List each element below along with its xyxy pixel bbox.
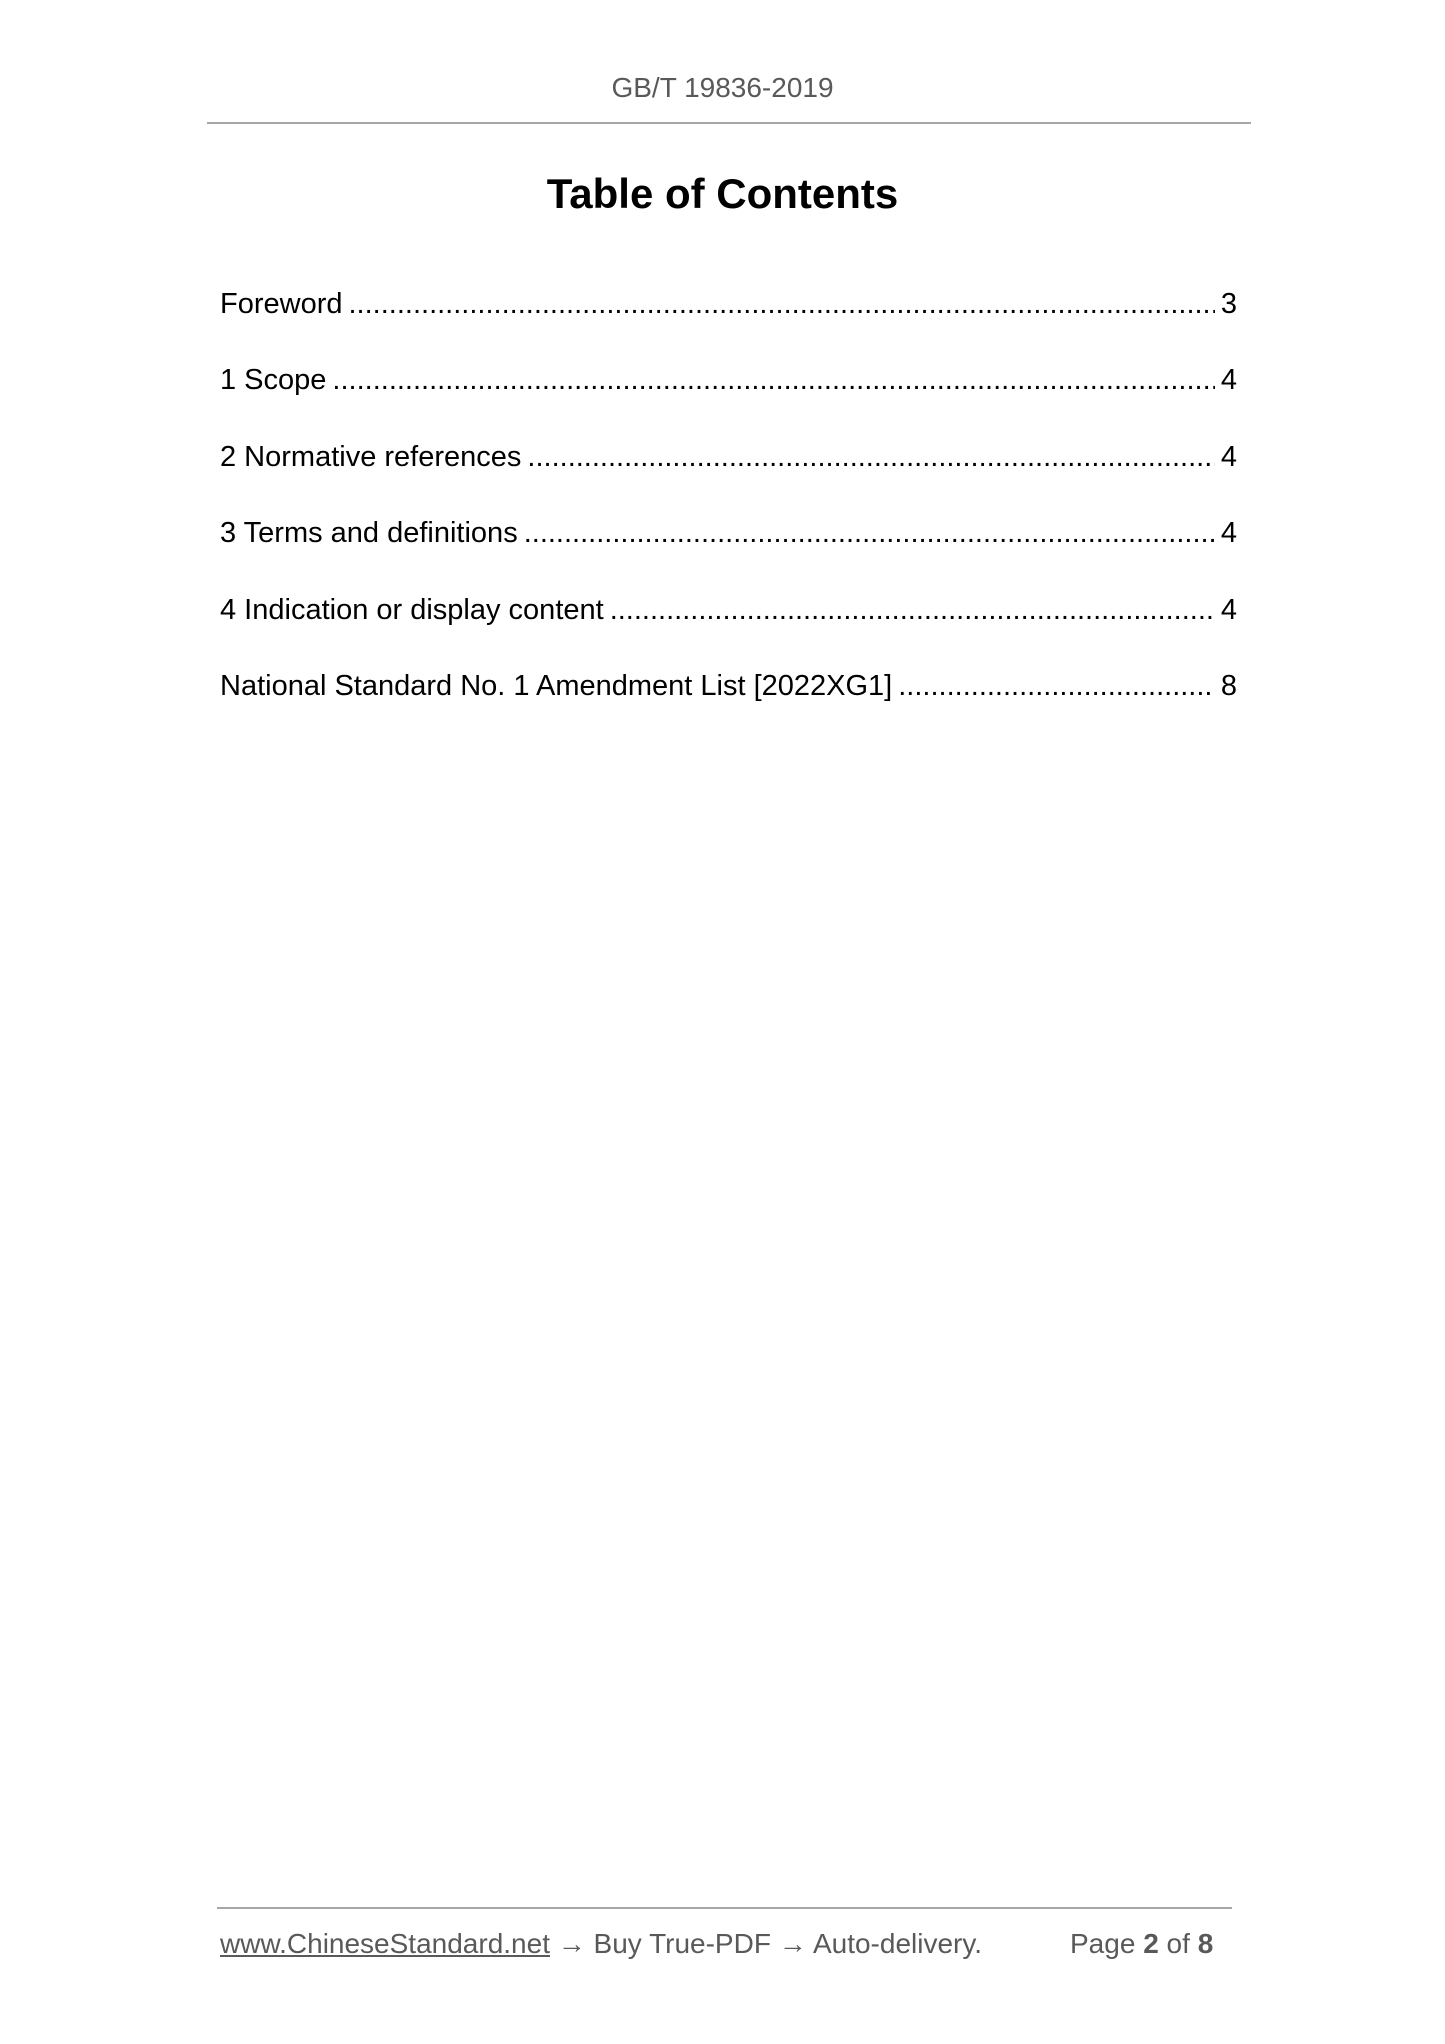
toc-dot-leader xyxy=(610,594,1215,627)
footer-delivery-text: Auto-delivery. xyxy=(812,1928,983,1959)
toc-entry-label: 3 Terms and definitions xyxy=(220,517,518,550)
toc-entry-normative-references[interactable] xyxy=(220,441,1237,517)
toc-dot-leader xyxy=(349,288,1215,321)
toc-entry-amendment-list[interactable] xyxy=(220,670,1237,746)
arrow-right-icon: → xyxy=(778,1928,807,1959)
toc-title: Table of Contents xyxy=(546,170,899,217)
toc-entry-page: 4 xyxy=(1220,517,1237,550)
toc-dot-leader xyxy=(527,441,1214,474)
toc-dot-leader xyxy=(332,364,1214,397)
toc-entry-label: 2 Normative references xyxy=(220,440,522,473)
toc-entry-label: 4 Indication or display content xyxy=(220,593,604,626)
footer-promo xyxy=(220,1928,982,1960)
website-link[interactable]: www.ChineseStandard.net xyxy=(220,1928,550,1959)
document-code-header: GB/T 19836-2019 xyxy=(611,72,834,103)
toc-entry-page: 4 xyxy=(1220,364,1237,397)
total-page-number: 8 xyxy=(1197,1928,1214,1959)
footer-divider xyxy=(217,1907,1232,1909)
toc-entry-foreword[interactable] xyxy=(220,288,1237,364)
toc-entry-label: 1 Scope xyxy=(220,364,327,397)
toc-entry-page: 4 xyxy=(1220,593,1237,626)
header-divider xyxy=(207,122,1251,124)
toc-dot-leader xyxy=(898,670,1215,703)
page-indicator xyxy=(1070,1928,1213,1960)
current-page-number: 2 xyxy=(1143,1928,1159,1959)
toc-entry-page: 3 xyxy=(1220,288,1237,320)
footer-buy-text: Buy True-PDF xyxy=(593,1928,771,1959)
toc-entry-page: 8 xyxy=(1220,669,1237,702)
toc-list xyxy=(220,288,1237,746)
arrow-right-icon: → xyxy=(557,1928,586,1959)
toc-entry-terms-and-definitions[interactable] xyxy=(220,517,1237,593)
toc-entry-indication-or-display-content[interactable] xyxy=(220,594,1237,670)
toc-dot-leader xyxy=(524,517,1215,550)
toc-entry-label: National Standard No. 1 Amendment List [2022XG1] xyxy=(220,669,893,702)
toc-entry-page: 4 xyxy=(1220,440,1237,473)
page-word: Page xyxy=(1070,1928,1136,1959)
toc-entry-scope[interactable] xyxy=(220,364,1237,440)
toc-entry-label: Foreword xyxy=(220,288,343,320)
of-word: of xyxy=(1166,1928,1190,1959)
